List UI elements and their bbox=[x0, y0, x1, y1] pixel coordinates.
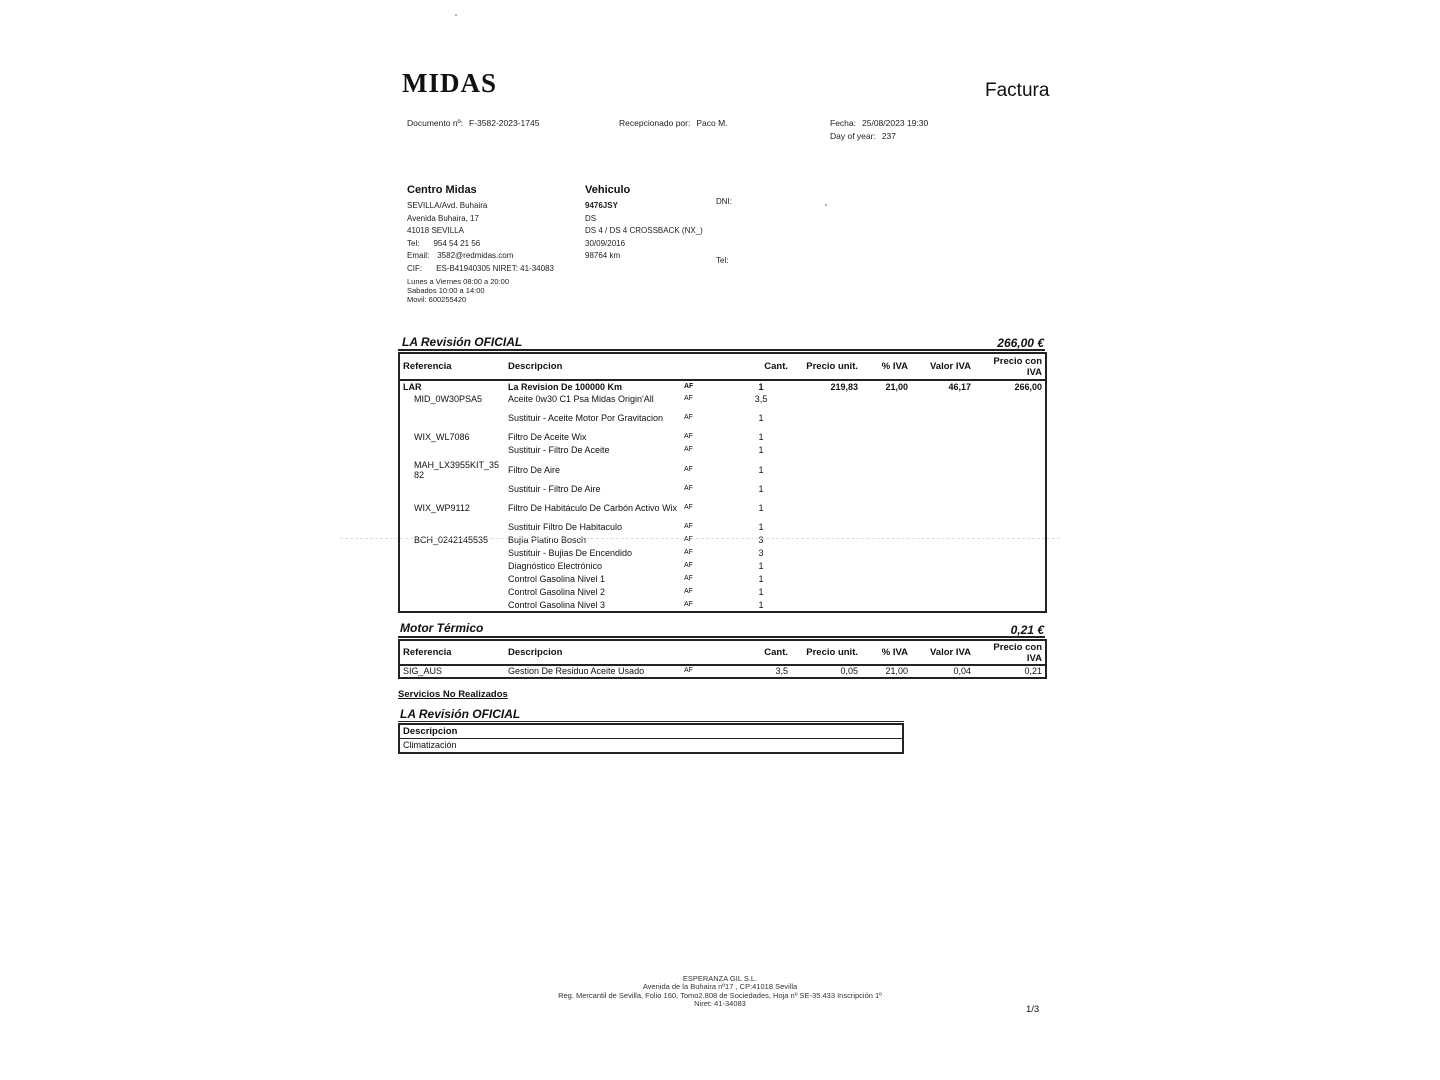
cell-iva bbox=[861, 573, 911, 586]
documento-field bbox=[407, 118, 539, 128]
day-of-year-label: Day of year: bbox=[830, 131, 876, 141]
cell-referencia: BCH_0242145535 bbox=[414, 535, 489, 546]
col-af bbox=[681, 640, 731, 665]
cell-cant: 3,5 bbox=[754, 394, 768, 405]
cell-iva bbox=[861, 444, 911, 457]
centro-title: Centro Midas bbox=[407, 184, 477, 196]
cell-precio-con-iva bbox=[974, 496, 1046, 521]
cell-valor-iva bbox=[911, 547, 974, 560]
cell-precio-con-iva bbox=[974, 521, 1046, 534]
cell-valor-iva bbox=[911, 496, 974, 521]
cell-referencia: WIX_WL7086 bbox=[414, 432, 470, 443]
cell-descripcion: Filtro De Aire bbox=[508, 464, 561, 475]
table-row bbox=[399, 586, 1046, 599]
vehiculo-line: 98764 km bbox=[585, 251, 621, 261]
cell-valor-iva: 46,17 bbox=[948, 381, 971, 392]
cell-precio-con-iva bbox=[974, 547, 1046, 560]
cell-precio-con-iva bbox=[974, 573, 1046, 586]
cell-af: AF bbox=[684, 446, 693, 454]
centro-hours-line: Lunes a Viernes 08:00 a 20:00 bbox=[407, 277, 510, 286]
vehiculo-line: DS 4 / DS 4 CROSSBACK (NX_) bbox=[585, 226, 703, 236]
cell-precio-con-iva: 0,21 bbox=[1024, 666, 1042, 677]
cell-descripcion: Bujía Platino Bosch bbox=[508, 535, 587, 546]
col-precio-unit: Precio unit. bbox=[791, 353, 861, 380]
cell-af: AF bbox=[684, 588, 693, 596]
cell-precio-con-iva bbox=[974, 599, 1046, 612]
col-cant: Cant. bbox=[731, 640, 791, 665]
cell-precio-unit: 0,05 bbox=[840, 666, 858, 677]
cell-referencia bbox=[399, 599, 505, 612]
cell-referencia: MID_0W30PSA5 bbox=[414, 394, 483, 405]
cell-referencia bbox=[399, 521, 505, 534]
cell-descripcion: Filtro De Habitáculo De Carbón Activo Wix bbox=[508, 503, 678, 514]
cell-af: AF bbox=[684, 562, 693, 570]
vehiculo-line: 30/09/2016 bbox=[585, 238, 626, 248]
section1-total: 266,00 € bbox=[997, 336, 1044, 350]
cell-descripcion: Sustituir - Filtro De Aire bbox=[508, 484, 601, 495]
cell-iva bbox=[861, 393, 911, 406]
cell-descripcion: Sustituir - Aceite Motor Por Gravitacion bbox=[508, 413, 664, 424]
recepcionado-field bbox=[619, 118, 728, 128]
cell-referencia bbox=[399, 547, 505, 560]
section1-rule bbox=[398, 349, 1045, 351]
cell-precio-con-iva bbox=[974, 393, 1046, 406]
table-header-row bbox=[399, 640, 1046, 665]
cell-descripcion: Control Gasolina Nivel 1 bbox=[508, 574, 606, 585]
documento-value: F-3582-2023-1745 bbox=[469, 118, 540, 128]
section1-table bbox=[398, 352, 1047, 613]
cell-referencia bbox=[399, 444, 505, 457]
cell-descripcion: Climatización bbox=[399, 739, 903, 753]
servicios-title: LA Revisión OFICIAL bbox=[400, 707, 521, 721]
cell-valor-iva bbox=[911, 586, 974, 599]
cell-iva: 21,00 bbox=[885, 666, 908, 677]
cell-precio-con-iva bbox=[974, 444, 1046, 457]
cell-iva bbox=[861, 534, 911, 547]
cell-cant: 1 bbox=[758, 413, 764, 424]
centro-tel bbox=[407, 238, 554, 251]
cell-cant: 1 bbox=[758, 599, 764, 610]
scan-speck bbox=[455, 14, 457, 16]
midas-logo: MIDAS bbox=[402, 68, 498, 98]
cell-precio-unit bbox=[791, 496, 861, 521]
col-referencia: Referencia bbox=[399, 640, 505, 665]
table-row bbox=[399, 665, 1046, 678]
cell-precio-unit bbox=[791, 431, 861, 444]
table-row bbox=[399, 739, 903, 753]
cell-af: AF bbox=[684, 485, 693, 493]
cell-referencia: MAH_LX3955KIT_3582 bbox=[414, 459, 500, 480]
table-row bbox=[399, 560, 1046, 573]
col-referencia: Referencia bbox=[399, 353, 505, 380]
cell-cant: 1 bbox=[758, 522, 764, 533]
cell-precio-con-iva bbox=[974, 483, 1046, 496]
col-iva: % IVA bbox=[861, 640, 911, 665]
table-row bbox=[399, 444, 1046, 457]
cell-valor-iva bbox=[911, 393, 974, 406]
scan-artifact-line bbox=[340, 538, 1060, 539]
documento-label: Documento nº: bbox=[407, 118, 464, 128]
cell-precio-con-iva bbox=[974, 406, 1046, 431]
centro-address-line: SEVILLA/Avd. Buhaira bbox=[407, 201, 488, 210]
vehiculo-title: Vehiculo bbox=[585, 184, 631, 196]
day-of-year-value: 237 bbox=[881, 131, 897, 141]
table-header-row bbox=[399, 353, 1046, 380]
cell-iva bbox=[861, 547, 911, 560]
cell-precio-unit bbox=[791, 406, 861, 431]
cell-descripcion: Sustituir - Filtro De Aceite bbox=[508, 445, 610, 456]
table-row bbox=[399, 573, 1046, 586]
cell-precio-unit bbox=[791, 457, 861, 483]
vehiculo-plate: 9476JSY bbox=[585, 201, 618, 210]
table-row bbox=[399, 521, 1046, 534]
cell-cant: 3 bbox=[758, 535, 764, 546]
table-header-row bbox=[399, 724, 903, 739]
table-row bbox=[399, 457, 1046, 483]
vehiculo-details bbox=[585, 200, 703, 263]
footer-line: Reg. Mercantil de Sevilla, Folio 160, Tomo2.808 de Sociedades, Hoja nº SE-35.433 Inscripción 1º bbox=[558, 990, 882, 1000]
cell-precio-unit bbox=[791, 534, 861, 547]
cell-cant: 1 bbox=[758, 432, 764, 443]
table-row bbox=[399, 534, 1046, 547]
cell-af: AF bbox=[684, 600, 693, 608]
cell-precio-unit bbox=[791, 573, 861, 586]
servicios-no-realizados-link[interactable]: Servicios No Realizados bbox=[398, 689, 508, 700]
table-row bbox=[399, 431, 1046, 444]
cell-referencia bbox=[399, 483, 505, 496]
col-precio-unit: Precio unit. bbox=[791, 640, 861, 665]
cell-precio-unit bbox=[791, 521, 861, 534]
cell-descripcion: Sustituir - Bujias De Encendido bbox=[508, 548, 633, 559]
col-valor-iva: Valor IVA bbox=[911, 640, 974, 665]
col-precio-con-iva bbox=[974, 353, 1046, 380]
cell-iva bbox=[861, 406, 911, 431]
cell-cant: 1 bbox=[758, 445, 764, 456]
cell-precio-con-iva bbox=[974, 431, 1046, 444]
cell-descripcion: Gestion De Residuo Aceite Usado bbox=[508, 666, 645, 677]
cell-precio-con-iva bbox=[974, 457, 1046, 483]
cell-precio-con-iva bbox=[974, 586, 1046, 599]
cell-af: AF bbox=[684, 549, 693, 557]
col-precio-con-iva bbox=[974, 640, 1046, 665]
cell-descripcion: Control Gasolina Nivel 2 bbox=[508, 587, 606, 598]
fecha-field bbox=[830, 118, 928, 128]
cell-valor-iva bbox=[911, 406, 974, 431]
fecha-label: Fecha: bbox=[830, 118, 856, 128]
col-cant: Cant. bbox=[731, 353, 791, 380]
cell-precio-unit bbox=[791, 393, 861, 406]
cell-referencia bbox=[399, 573, 505, 586]
centro-hours-line: Movil: 600255420 bbox=[407, 295, 467, 304]
cell-af: AF bbox=[684, 575, 693, 583]
cell-af: AF bbox=[684, 667, 693, 675]
centro-cif-value: ES-B41940305 NIRET: 41-34083 bbox=[436, 263, 554, 273]
centro-tel-value: 954 54 21 56 bbox=[433, 238, 481, 248]
cell-precio-unit bbox=[791, 560, 861, 573]
centro-hours bbox=[407, 277, 509, 304]
cell-cant: 3,5 bbox=[775, 666, 788, 677]
cell-valor-iva bbox=[911, 483, 974, 496]
cell-af: AF bbox=[684, 536, 693, 544]
centro-cif-label: CIF: bbox=[407, 263, 423, 273]
cell-referencia: SIG_AUS bbox=[403, 666, 443, 677]
cell-precio-con-iva bbox=[974, 560, 1046, 573]
col-descripcion: Descripcion bbox=[505, 353, 681, 380]
cell-cant: 1 bbox=[758, 484, 764, 495]
cell-descripcion: La Revision De 100000 Km bbox=[508, 381, 623, 392]
cell-precio-unit: 219,83 bbox=[830, 381, 858, 392]
cell-referencia bbox=[399, 560, 505, 573]
cell-referencia bbox=[399, 586, 505, 599]
scan-speck bbox=[825, 204, 827, 206]
cell-af: AF bbox=[684, 414, 693, 422]
cell-precio-unit bbox=[791, 599, 861, 612]
cell-precio-unit bbox=[791, 444, 861, 457]
footer-line: Avenida de la Buhaira nº17 , CP:41018 Sevilla bbox=[642, 982, 798, 992]
cell-referencia: WIX_WP9112 bbox=[414, 503, 470, 514]
cliente-tel-label: Tel: bbox=[716, 256, 729, 265]
centro-address bbox=[407, 200, 554, 276]
centro-address-line: Avenida Buhaira, 17 bbox=[407, 213, 479, 223]
cell-iva bbox=[861, 521, 911, 534]
section2-rule bbox=[398, 636, 1045, 638]
cell-iva bbox=[861, 457, 911, 483]
servicios-table bbox=[398, 723, 904, 754]
cell-descripcion: Sustituir Filtro De Habitaculo bbox=[508, 522, 623, 533]
cell-cant: 3 bbox=[758, 548, 764, 559]
cell-valor-iva bbox=[911, 444, 974, 457]
cell-cant: 1 bbox=[758, 587, 764, 598]
cell-valor-iva bbox=[911, 534, 974, 547]
cell-valor-iva bbox=[911, 457, 974, 483]
col-iva: % IVA bbox=[861, 353, 911, 380]
table-row bbox=[399, 406, 1046, 431]
cell-precio-unit bbox=[791, 586, 861, 599]
cell-precio-con-iva: 266,00 bbox=[1014, 381, 1042, 392]
footer bbox=[0, 975, 1440, 1009]
cell-precio-con-iva bbox=[974, 534, 1046, 547]
col-descripcion: Descripcion bbox=[399, 724, 903, 739]
cell-descripcion: Control Gasolina Nivel 3 bbox=[508, 599, 606, 610]
cell-descripcion: Aceite 0w30 C1 Psa Midas Origin'All bbox=[508, 394, 654, 405]
centro-address-line: 41018 SEVILLA bbox=[407, 226, 464, 236]
table-row bbox=[399, 599, 1046, 612]
table-row bbox=[399, 496, 1046, 521]
section2-total: 0,21 € bbox=[1010, 623, 1044, 637]
cell-cant: 1 bbox=[758, 464, 764, 475]
day-of-year-field bbox=[830, 131, 896, 141]
cell-precio-unit bbox=[791, 483, 861, 496]
cell-valor-iva bbox=[911, 599, 974, 612]
cell-af: AF bbox=[684, 465, 693, 473]
col-precio-con-iva-line1: Precio con bbox=[993, 641, 1042, 653]
centro-email bbox=[407, 250, 554, 263]
cell-af: AF bbox=[684, 382, 694, 390]
centro-email-label: Email: bbox=[407, 251, 430, 261]
table-row bbox=[399, 547, 1046, 560]
cell-cant: 1 bbox=[758, 574, 764, 585]
cell-iva bbox=[861, 560, 911, 573]
cell-descripcion: Filtro De Aceite Wix bbox=[508, 432, 587, 443]
footer-line: ESPERANZA GIL S.L. bbox=[682, 974, 758, 983]
cell-af: AF bbox=[684, 504, 693, 512]
cell-af: AF bbox=[684, 395, 693, 403]
cell-valor-iva bbox=[911, 560, 974, 573]
col-af bbox=[681, 353, 731, 380]
footer-line: Niret: 41-34083 bbox=[694, 999, 746, 1009]
cell-iva bbox=[861, 586, 911, 599]
cell-cant: 1 bbox=[758, 503, 764, 514]
cell-iva: 21,00 bbox=[885, 381, 908, 392]
recepcionado-label: Recepcionado por: bbox=[619, 118, 691, 128]
vehiculo-line: DS bbox=[585, 213, 597, 223]
cell-valor-iva bbox=[911, 573, 974, 586]
centro-tel-label: Tel: bbox=[407, 238, 420, 248]
col-precio-con-iva-line1: Precio con bbox=[993, 355, 1042, 367]
cell-valor-iva bbox=[911, 521, 974, 534]
cell-referencia bbox=[399, 406, 505, 431]
col-valor-iva: Valor IVA bbox=[911, 353, 974, 380]
fecha-value: 25/08/2023 19:30 bbox=[862, 118, 929, 128]
cell-valor-iva: 0,04 bbox=[953, 666, 971, 677]
cliente-dni-label: DNI: bbox=[716, 197, 732, 206]
col-descripcion: Descripcion bbox=[505, 640, 681, 665]
section1-title: LA Revisión OFICIAL bbox=[402, 335, 523, 349]
centro-cif bbox=[407, 263, 554, 276]
cell-precio-unit bbox=[791, 547, 861, 560]
cell-iva bbox=[861, 599, 911, 612]
cell-af: AF bbox=[684, 523, 693, 531]
table-row bbox=[399, 380, 1046, 393]
recepcionado-value: Paco M. bbox=[696, 118, 728, 128]
document-type-title: Factura bbox=[985, 80, 1050, 101]
cell-descripcion: Diagnóstico Electrónico bbox=[508, 561, 603, 572]
cell-cant: 1 bbox=[758, 561, 764, 572]
col-precio-con-iva-line2: IVA bbox=[1026, 652, 1042, 664]
cell-iva bbox=[861, 431, 911, 444]
table-row bbox=[399, 393, 1046, 406]
centro-hours-line: Sabados 10:00 a 14:00 bbox=[407, 286, 485, 295]
section2-table bbox=[398, 639, 1047, 679]
centro-email-value: 3582@redmidas.com bbox=[437, 251, 514, 261]
section2-title: Motor Térmico bbox=[400, 621, 484, 635]
servicios-rule bbox=[398, 721, 904, 722]
page-number: 1/3 bbox=[1026, 1004, 1040, 1015]
cell-referencia: LAR bbox=[403, 381, 422, 392]
cell-iva bbox=[861, 496, 911, 521]
cell-iva bbox=[861, 483, 911, 496]
table-row bbox=[399, 483, 1046, 496]
cell-cant: 1 bbox=[758, 381, 764, 392]
cell-af: AF bbox=[684, 433, 693, 441]
col-precio-con-iva-line2: IVA bbox=[1026, 366, 1042, 378]
cell-valor-iva bbox=[911, 431, 974, 444]
